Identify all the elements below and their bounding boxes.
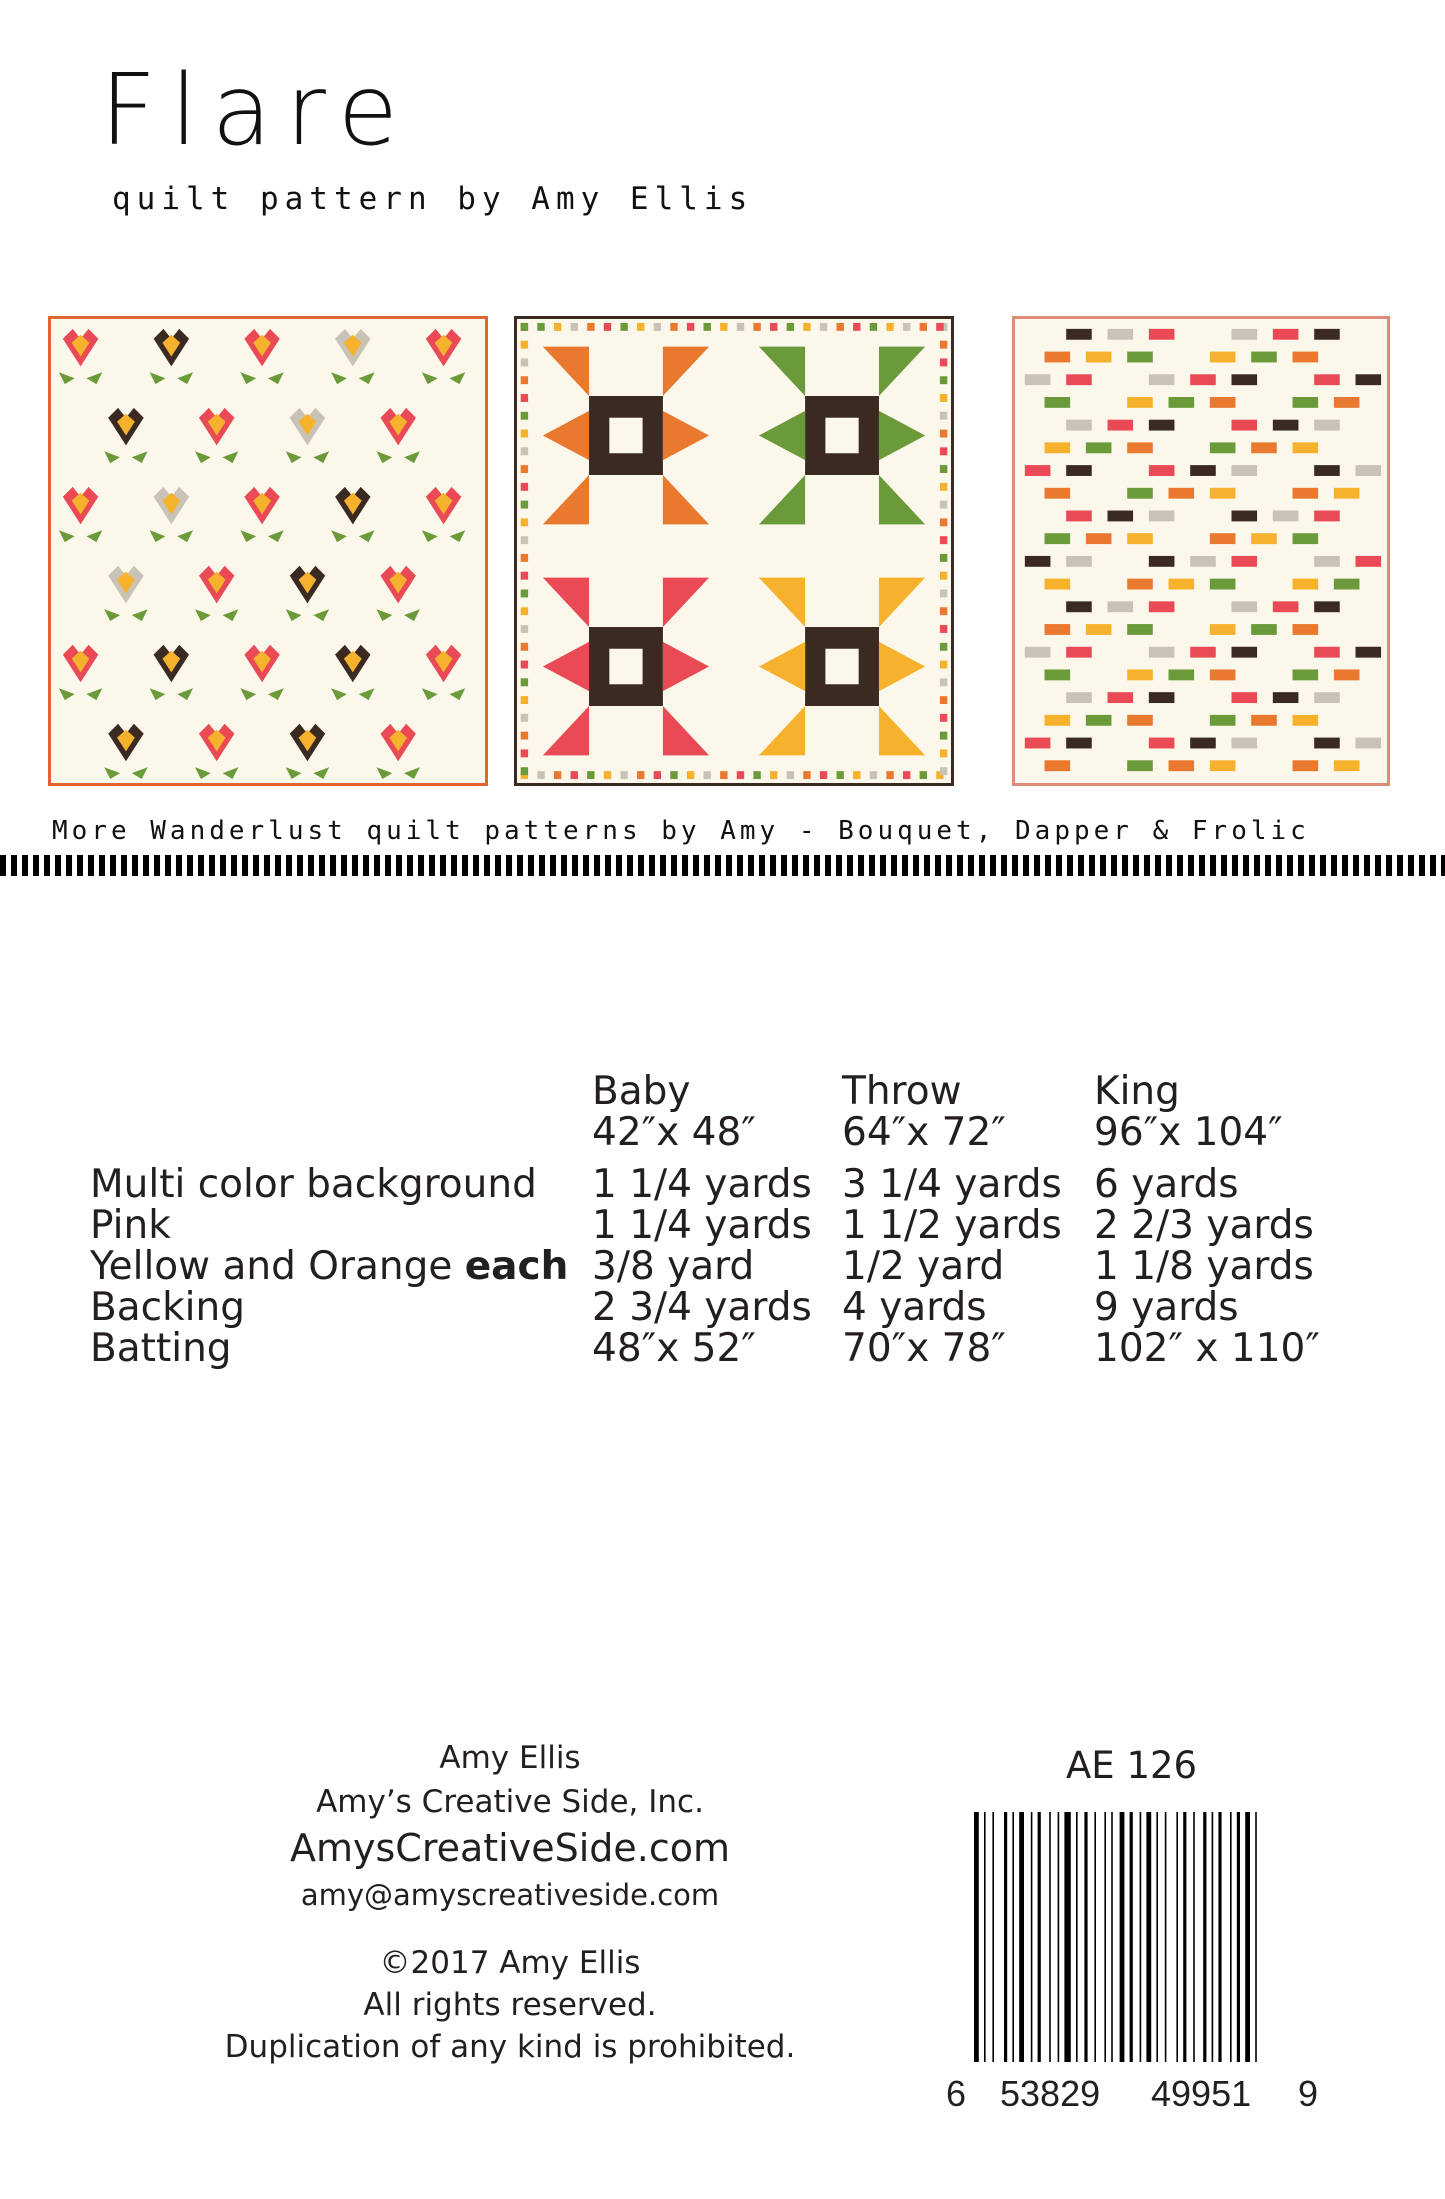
row-label-backing: Backing [90, 1285, 245, 1330]
flare-quilt-photo [48, 316, 488, 786]
row-label-each: each [464, 1244, 569, 1289]
size-dims-throw: 64″x 72″ [842, 1110, 1006, 1155]
cell-backing-throw: 4 yards [842, 1285, 987, 1330]
cell-pink-baby: 1 1/4 yards [592, 1203, 812, 1248]
barcode-digits-right: 49951 [1151, 2073, 1252, 2114]
footer-email-link[interactable]: amy@amyscreativeside.com [300, 1878, 720, 1912]
cell-background-baby: 1 1/4 yards [592, 1162, 812, 1207]
cell-batting-baby: 48″x 52″ [592, 1326, 756, 1371]
barcode-image [974, 1812, 1314, 2062]
cell-backing-baby: 2 3/4 yards [592, 1285, 812, 1330]
more-patterns-line: More Wanderlust quilt patterns by Amy - Bouquet, Dapper & Frolic [52, 816, 1310, 846]
barcode-digit-lead: 6 [946, 2073, 967, 2114]
barcode-digit-check: 9 [1298, 2073, 1319, 2114]
row-label-yellow-orange [90, 1246, 568, 1287]
footer-copyright: ©2017 Amy Ellis [379, 1945, 641, 1981]
product-code: AE 126 [1066, 1744, 1198, 1787]
row-label-pink: Pink [90, 1203, 171, 1248]
cell-pink-throw: 1 1/2 yards [842, 1203, 1062, 1248]
cell-batting-throw: 70″x 78″ [842, 1326, 1006, 1371]
cell-background-throw: 3 1/4 yards [842, 1162, 1062, 1207]
cell-yellow-orange-throw: 1/2 yard [842, 1244, 1005, 1289]
footer-company: Amy’s Creative Side, Inc. [316, 1784, 704, 1820]
footer-author: Amy Ellis [439, 1740, 581, 1776]
size-name-king: King [1094, 1069, 1180, 1114]
size-name-throw: Throw [842, 1069, 962, 1114]
barcode-digits-left: 53829 [1000, 2073, 1101, 2114]
cell-yellow-orange-baby: 3/8 yard [592, 1244, 755, 1289]
size-name-baby: Baby [592, 1069, 691, 1114]
row-label-yellow-orange-text: Yellow and Orange [90, 1244, 465, 1289]
decorative-stripe-divider [0, 855, 1445, 876]
footer-rights: All rights reserved. [363, 1987, 657, 2023]
pattern-subtitle: quilt pattern by Amy Ellis [112, 181, 754, 217]
star-quilt-photo [514, 316, 954, 786]
row-label-background: Multi color background [90, 1162, 537, 1207]
footer-duplication: Duplication of any kind is prohibited. [224, 2029, 796, 2065]
cell-background-king: 6 yards [1094, 1162, 1239, 1207]
footer-website-link[interactable]: AmysCreativeSide.com [289, 1826, 731, 1870]
cell-backing-king: 9 yards [1094, 1285, 1239, 1330]
pattern-title: Flare [100, 54, 413, 168]
brick-quilt-photo [1012, 316, 1390, 786]
row-label-batting: Batting [90, 1326, 232, 1371]
size-dims-baby: 42″x 48″ [592, 1110, 756, 1155]
cell-pink-king: 2 2/3 yards [1094, 1203, 1314, 1248]
size-dims-king: 96″x 104″ [1094, 1110, 1283, 1155]
cell-batting-king: 102″ x 110″ [1094, 1326, 1320, 1371]
cell-yellow-orange-king: 1 1/8 yards [1094, 1244, 1314, 1289]
